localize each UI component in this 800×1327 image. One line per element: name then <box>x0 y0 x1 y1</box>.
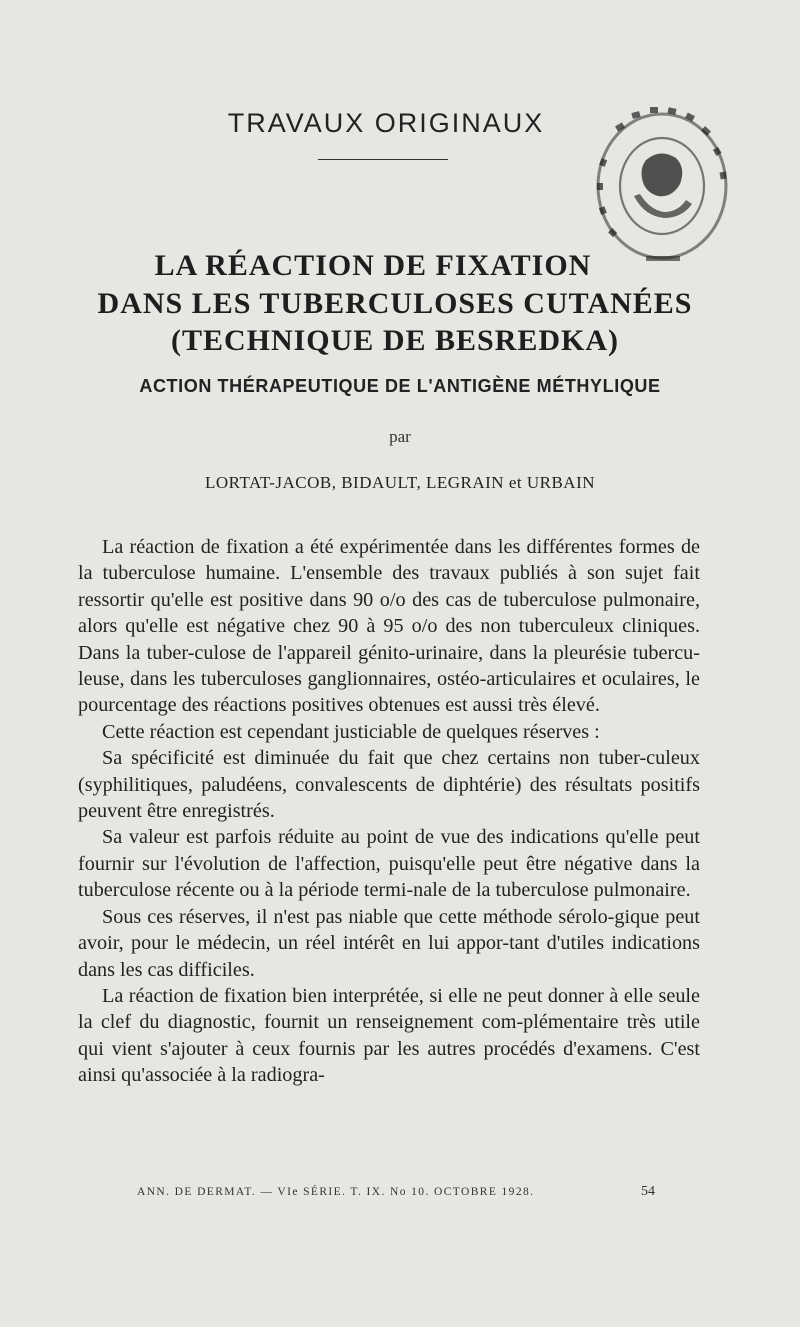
article-subtitle: ACTION THÉRAPEUTIQUE DE L'ANTIGÈNE MÉTHYLIQUE <box>139 376 661 396</box>
paragraph: Sa spécificité est diminuée du fait que chez certains non tuber-culeux (syphilitiques, paludéens, convalescents de diphtérie) des résultats positifs peuvent être enregistrés. <box>78 747 700 823</box>
byline-par: par <box>389 427 411 446</box>
paragraph: Sous ces réserves, il n'est pas niable que cette méthode sérolo-gique peut avoir, pour le médecin, un réel intérêt en lui appor-tant d'utiles indications dans les cas difficiles. <box>78 905 700 981</box>
page-number: 54 <box>641 1184 655 1199</box>
paragraph: La réaction de fixation bien interprétée, si elle ne peut donner à elle seule la clef du diagnostic, fournit un renseignement com-plémentaire très utile qui vient s'ajouter à ceux fournis par les autres procédés d'examens. C'est ainsi qu'associée à la radiogra- <box>78 984 700 1087</box>
title-line-3: (TECHNIQUE DE BESREDKA) <box>170 324 620 357</box>
journal-footer: ANN. DE DERMAT. — VIe SÉRIE. T. IX. No 10. OCTOBRE 1928. <box>137 1186 535 1198</box>
article-body <box>78 534 700 1089</box>
paragraph: Sa valeur est parfois réduite au point de vue des indications qu'elle peut fournir sur l'évolution de l'affection, puisqu'elle peut être négative dans la tuberculose récente ou à la période termi-nale de la tuberculose pulmonaire. <box>78 826 700 902</box>
section-heading: TRAVAUX ORIGINAUX <box>227 108 545 138</box>
authors: LORTAT-JACOB, BIDAULT, LEGRAIN et URBAIN <box>204 473 596 492</box>
paragraph: La réaction de fixation a été expérimentée dans les différentes formes de la tuberculose humaine. L'ensemble des travaux publiés à son sujet fait ressortir qu'elle est positive dans 90 o/o des cas de tuberculose pulmonaire, alors qu'elle est négative chez 90 à 95 o/o des non tuberculeux cliniques. Dans la tuber-culose de l'appareil génito-urinaire, dans la pleurésie tubercu-leuse, dans les tuberculoses ganglionnaires, ostéo-articulaires et oculaires, le pourcentage des réactions positives obtenues est aussi très élevé. <box>78 536 700 717</box>
title-line-1: LA RÉACTION DE FIXATION <box>154 249 592 282</box>
title-line-2: DANS LES TUBERCULOSES CUTANÉES <box>97 287 693 320</box>
paragraph: Cette réaction est cependant justiciable de quelques réserves : <box>102 720 600 743</box>
library-stamp <box>588 98 736 268</box>
heading-rule <box>318 159 448 160</box>
